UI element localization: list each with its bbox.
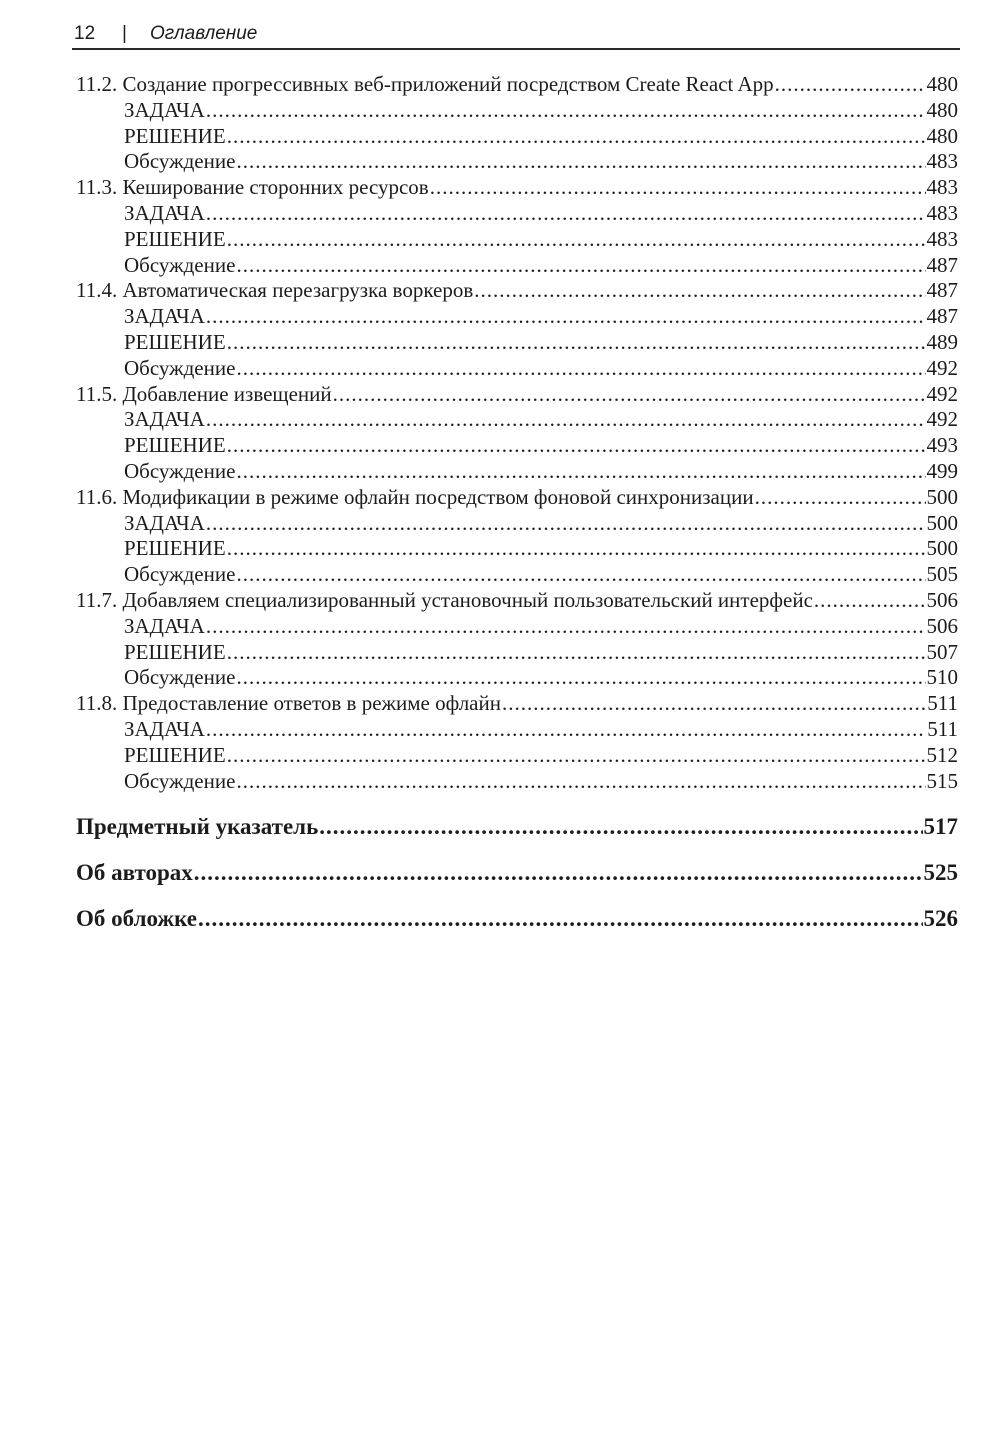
toc-entry-page: 500 [926,510,958,535]
toc-entry-label: Обсуждение [124,149,236,174]
toc-entry-label: ЗАДАЧА [124,200,205,225]
toc-subentry-discussion[interactable] [76,459,958,485]
toc-entry-page: 526 [923,906,958,932]
dot-leader [194,850,923,896]
toc-entry-label: Обсуждение [124,768,236,793]
header-title: Оглавление [150,23,258,44]
toc-entry-label: ЗАДАЧА [124,407,205,432]
toc-entry-label: 11.4. Автоматическая перезагрузка воркеров [76,278,474,303]
toc-entry-page: 487 [926,278,958,303]
dot-leader [227,743,926,769]
toc-entry-page: 483 [926,200,958,225]
toc-subentry-task[interactable] [76,717,958,743]
toc-entry-label: 11.2. Создание прогрессивных веб-приложений посредством Create React App [76,72,774,96]
toc-entry-page: 493 [926,433,958,458]
toc-entry-page: 492 [926,381,958,406]
toc-entry-label: Обсуждение [124,458,236,483]
toc-entry-label: РЕШЕНИЕ [124,226,226,251]
toc-subentry-solution[interactable] [76,433,958,459]
toc-subentry-discussion[interactable] [76,356,958,382]
toc-section-11-3[interactable] [76,175,958,201]
toc-entry-page: 500 [926,484,958,509]
dot-leader [206,511,926,537]
dot-leader [502,691,926,717]
dot-leader [206,717,926,743]
toc-entry-page: 480 [926,97,958,122]
toc-subentry-task[interactable] [76,304,958,330]
toc-entry-label: 11.5. Добавление извещений [76,381,332,406]
dot-leader [236,562,925,588]
toc-entry-page: 525 [923,860,958,886]
toc-entry-page: 480 [926,123,958,148]
toc-entry-label: Обсуждение [124,665,236,690]
toc-subentry-task[interactable] [76,407,958,433]
dot-leader [474,278,925,304]
toc-subentry-discussion[interactable] [76,562,958,588]
toc-subentry-discussion[interactable] [76,253,958,279]
toc-entry-label: 11.7. Добавляем специализированный установочный пользовательский интерфейс [76,587,813,612]
page-number: 12 [74,23,96,44]
dot-leader [430,175,926,201]
toc-subentry-task[interactable] [76,98,958,124]
toc-subentry-solution[interactable] [76,227,958,253]
toc-entry-label: Обсуждение [124,355,236,380]
dot-leader [236,149,925,175]
dot-leader [198,896,923,942]
dot-leader [236,769,925,795]
toc-subentry-discussion[interactable] [76,149,958,175]
toc-entry-label: Предметный указатель [76,814,319,840]
toc-entry-page: 492 [926,407,958,432]
dot-leader [236,253,925,279]
toc-subentry-solution[interactable] [76,330,958,356]
toc-about-authors[interactable] [76,850,958,896]
dot-leader [333,382,926,408]
toc-entry-label: Об авторах [76,860,193,886]
dot-leader [236,459,925,485]
header-separator: | [122,23,127,44]
dot-leader [227,330,926,356]
toc-subentry-solution[interactable] [76,124,958,150]
toc-entry-page: 492 [926,355,958,380]
toc-entry-label: ЗАДАЧА [124,304,205,329]
toc-entry-label: РЕШЕНИЕ [124,536,226,561]
dot-leader [227,227,926,253]
toc-entry-label: РЕШЕНИЕ [124,329,226,354]
toc-entry-page: 511 [927,691,958,716]
dot-leader [319,804,922,850]
toc-entry-page: 510 [926,665,958,690]
toc-entry-label: РЕШЕНИЕ [124,433,226,458]
toc-subentry-discussion[interactable] [76,665,958,691]
toc-subentry-solution[interactable] [76,536,958,562]
toc-subentry-task[interactable] [76,511,958,537]
toc-entry-label: ЗАДАЧА [124,716,205,741]
toc-entry-page: 506 [926,613,958,638]
dot-leader [227,536,926,562]
dot-leader [227,433,926,459]
toc-entry-page: 512 [926,742,958,767]
dot-leader [775,72,926,98]
dot-leader [227,124,926,150]
dot-leader [236,356,925,382]
dot-leader [814,588,926,614]
toc-section-11-8[interactable] [76,691,958,717]
toc-entry-label: Об обложке [76,906,197,932]
dot-leader [236,665,925,691]
toc-entry-page: 483 [926,149,958,174]
toc-entry-page: 517 [923,814,958,840]
toc-entry-page: 511 [927,716,958,741]
dot-leader [206,98,926,124]
toc-entry-page: 506 [926,587,958,612]
toc-about-cover[interactable] [76,896,958,942]
dot-leader [206,407,926,433]
toc-entry-label: ЗАДАЧА [124,97,205,122]
toc-entry-label: Обсуждение [124,252,236,277]
toc-subject-index[interactable] [76,804,958,850]
dot-leader [206,304,926,330]
dot-leader [227,640,926,666]
toc-section-11-6[interactable] [76,485,958,511]
toc-subentry-solution[interactable] [76,743,958,769]
toc-entry-page: 515 [926,768,958,793]
toc-entry-label: 11.8. Предоставление ответов в режиме офлайн [76,691,501,716]
toc-entry-page: 507 [926,639,958,664]
toc-entry-label: РЕШЕНИЕ [124,742,226,767]
toc-entry-label: 11.3. Кеширование сторонних ресурсов [76,175,429,200]
toc-entry-label: РЕШЕНИЕ [124,123,226,148]
toc-entry-label: ЗАДАЧА [124,613,205,638]
table-of-contents [76,72,958,942]
toc-entry-label: 11.6. Модификации в режиме офлайн посредством фоновой синхронизации [76,484,754,509]
dot-leader [206,614,926,640]
toc-entry-label: Обсуждение [124,562,236,587]
toc-entry-label: ЗАДАЧА [124,510,205,535]
toc-section-11-5[interactable] [76,382,958,408]
toc-entry-page: 489 [926,329,958,354]
toc-entry-page: 499 [926,458,958,483]
toc-entry-page: 500 [926,536,958,561]
dot-leader [755,485,926,511]
toc-entry-page: 480 [926,72,958,96]
toc-section-11-7[interactable] [76,588,958,614]
toc-entry-page: 483 [926,175,958,200]
toc-entry-page: 487 [926,304,958,329]
dot-leader [206,201,926,227]
toc-subentry-task[interactable] [76,201,958,227]
toc-subentry-task[interactable] [76,614,958,640]
toc-section-11-2[interactable] [76,72,958,98]
toc-section-11-4[interactable] [76,278,958,304]
toc-entry-page: 505 [926,562,958,587]
toc-entry-label: РЕШЕНИЕ [124,639,226,664]
toc-subentry-discussion[interactable] [76,769,958,795]
toc-entry-page: 483 [926,226,958,251]
running-header [72,22,960,50]
toc-subentry-solution[interactable] [76,640,958,666]
toc-entry-page: 487 [926,252,958,277]
